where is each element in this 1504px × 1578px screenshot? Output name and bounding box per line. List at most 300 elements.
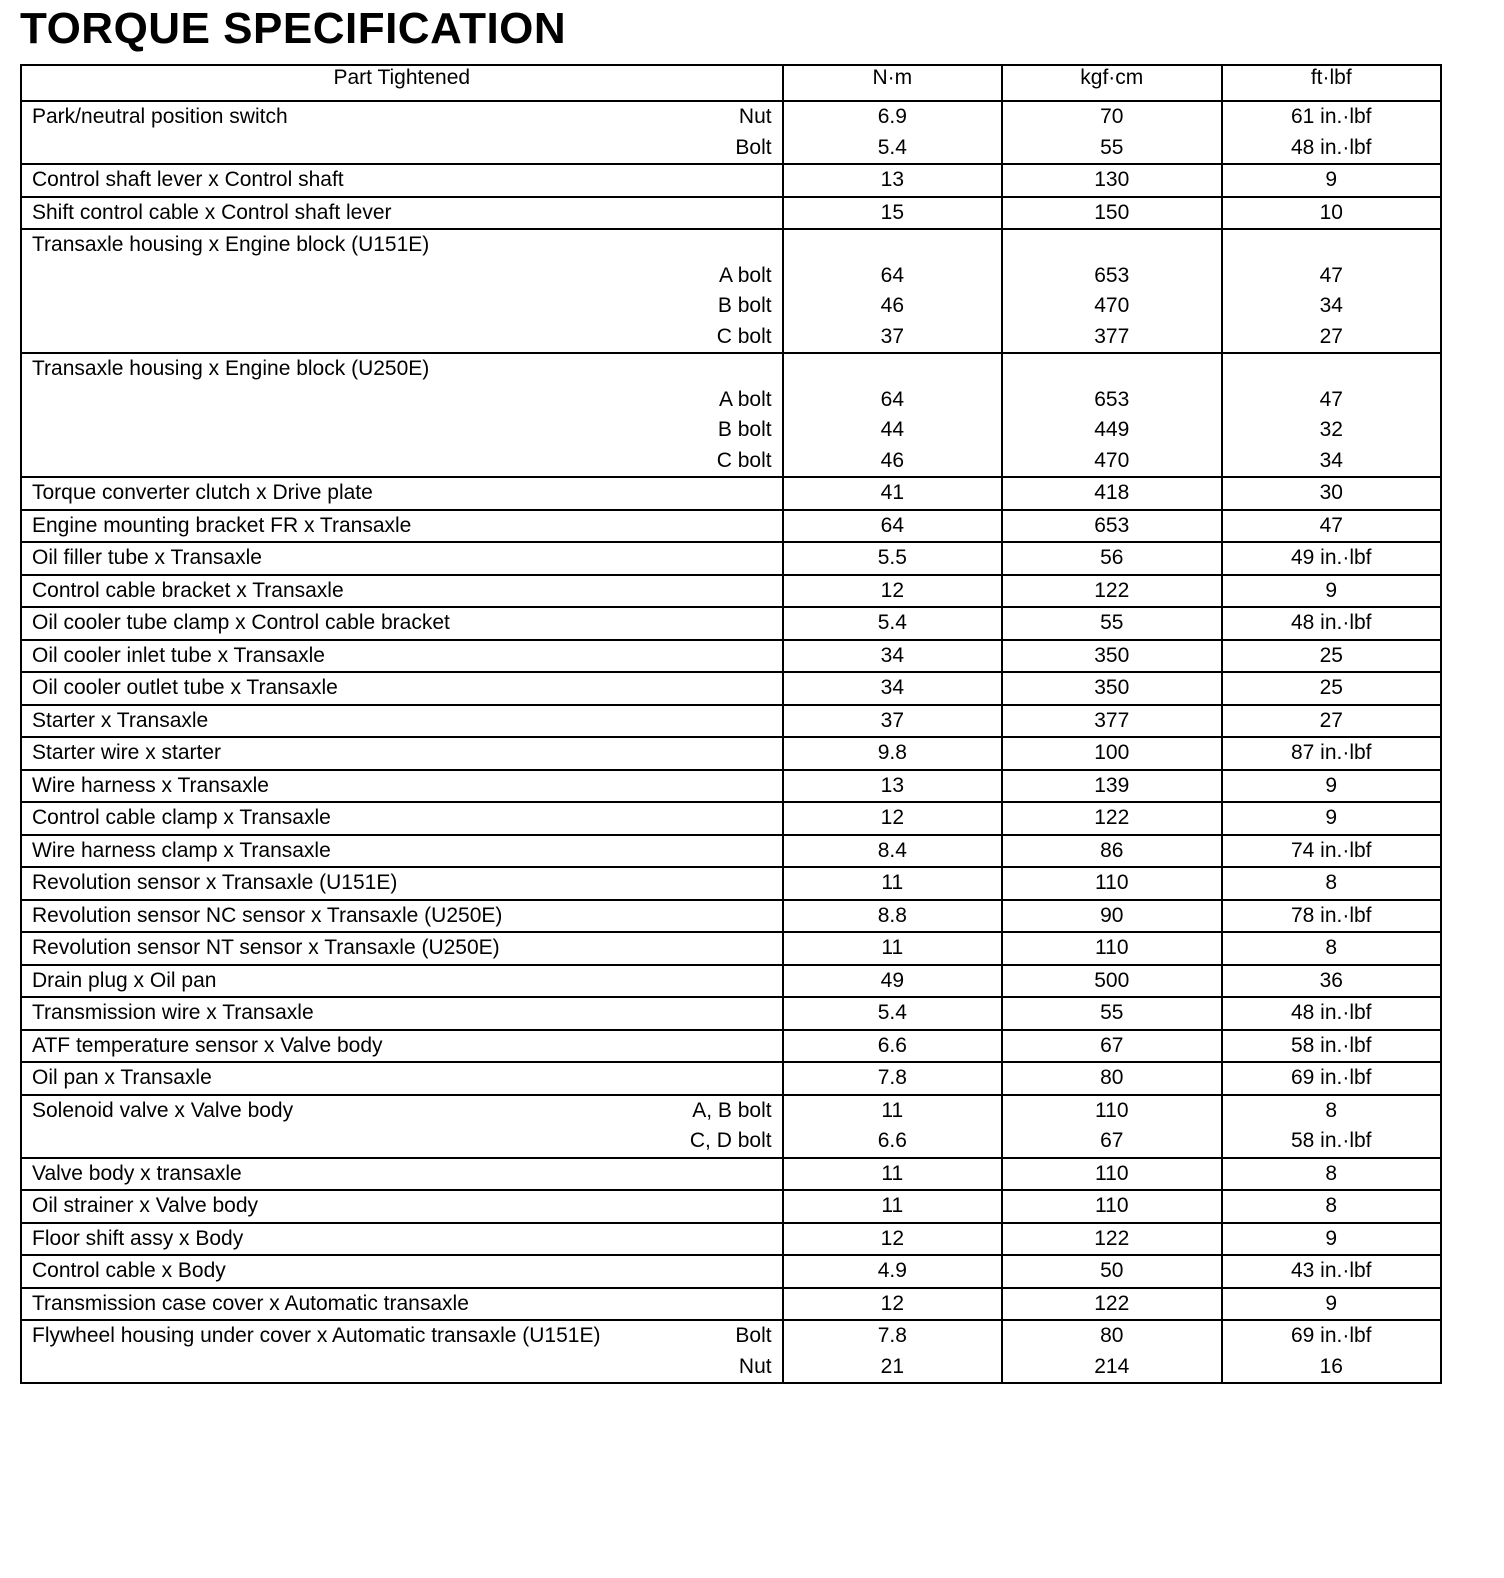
value-nm: 46	[880, 294, 904, 317]
value-cell-ftlbf	[1222, 542, 1442, 575]
part-name: Floor shift assy x Body	[32, 1226, 244, 1250]
value-nm: 11	[881, 1194, 904, 1217]
value-ftlbf: 48 in.·lbf	[1290, 135, 1372, 159]
blank-line	[784, 230, 1001, 261]
value-cell-ftlbf	[1222, 353, 1442, 477]
value-cell-kgf	[1002, 705, 1221, 738]
part-cell	[21, 932, 783, 965]
value-cell-kgf	[1002, 932, 1221, 965]
value-kgf: 55	[1100, 1001, 1124, 1024]
value-ftlbf: 8	[1325, 1194, 1338, 1217]
part-name: Control cable bracket x Transaxle	[32, 578, 344, 602]
part-cell	[21, 353, 783, 477]
value-cell-ftlbf	[1222, 101, 1442, 164]
value-ftlbf: 49 in.·lbf	[1290, 546, 1372, 569]
value-nm: 15	[880, 200, 904, 224]
value-cell-ftlbf	[1222, 607, 1442, 640]
part-cell	[21, 835, 783, 868]
part-name: Park/neutral position switch	[32, 105, 288, 128]
value-ftlbf: 10	[1319, 200, 1343, 224]
value-nm: 13	[880, 168, 904, 191]
table-row	[21, 1255, 1441, 1288]
value-kgf: 122	[1094, 578, 1130, 602]
table-row	[21, 1288, 1441, 1321]
part-name: Revolution sensor NT sensor x Transaxle (U250E)	[32, 936, 500, 959]
value-kgf: 350	[1094, 643, 1130, 667]
table-row	[21, 867, 1441, 900]
table-body	[21, 101, 1441, 1383]
table-row	[21, 965, 1441, 998]
value-ftlbf: 9	[1325, 168, 1338, 191]
value-cell-ftlbf	[1222, 705, 1442, 738]
value-ftlbf: 30	[1319, 481, 1343, 504]
value-ftlbf: 61 in.·lbf	[1290, 105, 1372, 128]
table-row	[21, 1158, 1441, 1191]
part-name: Transmission case cover x Automatic transaxle	[32, 1291, 469, 1315]
value-kgf: 100	[1094, 741, 1130, 764]
value-cell-nm	[783, 477, 1002, 510]
sub-label: B bolt	[717, 294, 772, 317]
value-cell-ftlbf	[1222, 867, 1442, 900]
value-nm: 11	[881, 936, 904, 959]
part-cell	[21, 965, 783, 998]
value-nm: 46	[880, 448, 904, 472]
value-kgf: 122	[1094, 806, 1130, 829]
value-nm: 5.4	[877, 1001, 907, 1024]
column-header-nm: N·m	[783, 65, 1002, 101]
part-cell	[21, 737, 783, 770]
value-ftlbf: 27	[1319, 324, 1343, 348]
value-kgf: 150	[1094, 200, 1130, 224]
value-cell-nm	[783, 164, 1002, 197]
value-cell-kgf	[1002, 197, 1221, 230]
part-name: Shift control cable x Control shaft lever	[32, 200, 392, 224]
value-cell-kgf	[1002, 965, 1221, 998]
value-cell-kgf	[1002, 1255, 1221, 1288]
sub-label: C bolt	[716, 324, 772, 348]
value-cell-kgf	[1002, 575, 1221, 608]
part-name: Drain plug x Oil pan	[32, 968, 217, 992]
table-row	[21, 607, 1441, 640]
value-ftlbf: 9	[1325, 773, 1338, 797]
part-cell	[21, 672, 783, 705]
value-cell-ftlbf	[1222, 510, 1442, 543]
value-cell-ftlbf	[1222, 575, 1442, 608]
value-cell-kgf	[1002, 770, 1221, 803]
value-cell-kgf	[1002, 477, 1221, 510]
value-ftlbf: 8	[1325, 1161, 1338, 1185]
part-cell	[21, 1030, 783, 1063]
part-name: Oil cooler inlet tube x Transaxle	[32, 643, 325, 667]
value-cell-kgf	[1002, 1062, 1221, 1095]
table-row	[21, 477, 1441, 510]
table-row	[21, 542, 1441, 575]
part-cell	[21, 1223, 783, 1256]
value-cell-nm	[783, 1158, 1002, 1191]
value-cell-ftlbf	[1222, 477, 1442, 510]
value-ftlbf: 43 in.·lbf	[1290, 1259, 1372, 1282]
value-ftlbf: 8	[1325, 1098, 1338, 1122]
part-name: Transaxle housing x Engine block (U250E)	[32, 357, 430, 380]
value-cell-ftlbf	[1222, 932, 1442, 965]
part-name: Oil filler tube x Transaxle	[32, 546, 262, 569]
value-kgf: 500	[1094, 968, 1130, 992]
value-kgf: 653	[1094, 513, 1130, 537]
value-ftlbf: 78 in.·lbf	[1290, 903, 1372, 927]
value-cell-nm	[783, 672, 1002, 705]
part-name: Revolution sensor NC sensor x Transaxle (U250E)	[32, 903, 503, 927]
value-nm: 7.8	[877, 1066, 907, 1089]
table-row	[21, 835, 1441, 868]
value-cell-nm	[783, 835, 1002, 868]
value-cell-kgf	[1002, 802, 1221, 835]
value-cell-kgf	[1002, 1095, 1221, 1158]
value-kgf: 90	[1100, 903, 1124, 927]
part-cell	[21, 1190, 783, 1223]
value-nm: 64	[880, 513, 904, 537]
value-nm: 44	[880, 418, 904, 441]
value-nm: 37	[880, 324, 904, 348]
value-cell-ftlbf	[1222, 1030, 1442, 1063]
value-ftlbf: 47	[1319, 513, 1343, 537]
value-cell-kgf	[1002, 737, 1221, 770]
value-cell-kgf	[1002, 997, 1221, 1030]
part-name: Oil pan x Transaxle	[32, 1066, 212, 1089]
value-ftlbf: 9	[1325, 806, 1338, 829]
part-cell	[21, 640, 783, 673]
value-kgf: 86	[1100, 838, 1124, 862]
value-nm: 34	[880, 643, 904, 667]
table-row	[21, 640, 1441, 673]
value-cell-ftlbf	[1222, 770, 1442, 803]
value-cell-nm	[783, 1320, 1002, 1383]
value-cell-kgf	[1002, 101, 1221, 164]
part-cell	[21, 101, 783, 164]
value-kgf: 110	[1095, 1194, 1129, 1217]
value-kgf: 67	[1100, 1033, 1124, 1057]
table-row	[21, 997, 1441, 1030]
value-kgf: 55	[1100, 611, 1124, 634]
value-cell-nm	[783, 1030, 1002, 1063]
part-name: Transmission wire x Transaxle	[32, 1001, 314, 1024]
value-ftlbf: 74 in.·lbf	[1290, 838, 1372, 862]
value-cell-ftlbf	[1222, 1223, 1442, 1256]
part-name: Wire harness clamp x Transaxle	[32, 838, 331, 862]
value-cell-nm	[783, 997, 1002, 1030]
value-cell-nm	[783, 1062, 1002, 1095]
value-kgf: 55	[1100, 135, 1124, 159]
value-kgf: 653	[1094, 387, 1130, 411]
value-ftlbf: 48 in.·lbf	[1290, 611, 1372, 634]
value-kgf: 110	[1095, 936, 1129, 959]
value-kgf: 122	[1094, 1226, 1130, 1250]
value-kgf: 350	[1094, 676, 1130, 699]
page-title: TORQUE SPECIFICATION	[20, 4, 567, 53]
value-cell-nm	[783, 353, 1002, 477]
part-cell	[21, 1320, 783, 1383]
value-nm: 11	[881, 871, 904, 894]
part-cell	[21, 229, 783, 353]
value-ftlbf: 8	[1325, 936, 1338, 959]
part-name: Wire harness x Transaxle	[32, 773, 269, 797]
part-name: Oil cooler outlet tube x Transaxle	[32, 676, 338, 699]
value-nm: 6.6	[877, 1033, 907, 1057]
value-nm: 5.4	[877, 135, 907, 159]
value-nm: 21	[880, 1354, 904, 1378]
part-line	[22, 1096, 782, 1127]
part-name: Oil cooler tube clamp x Control cable bracket	[32, 611, 450, 634]
sub-label: Bolt	[735, 135, 772, 159]
part-name: Starter x Transaxle	[32, 708, 209, 732]
table-row	[21, 197, 1441, 230]
value-cell-nm	[783, 575, 1002, 608]
table-row	[21, 737, 1441, 770]
value-cell-kgf	[1002, 510, 1221, 543]
value-nm: 64	[880, 387, 904, 411]
value-kgf: 70	[1100, 105, 1124, 128]
value-cell-nm	[783, 705, 1002, 738]
value-cell-nm	[783, 965, 1002, 998]
value-kgf: 377	[1094, 324, 1130, 348]
value-ftlbf: 69 in.·lbf	[1290, 1324, 1372, 1347]
blank-line	[1223, 230, 1441, 261]
value-nm: 8.8	[877, 903, 907, 927]
value-cell-ftlbf	[1222, 997, 1442, 1030]
value-cell-kgf	[1002, 1223, 1221, 1256]
value-kgf: 377	[1094, 708, 1130, 732]
part-cell	[21, 867, 783, 900]
value-cell-kgf	[1002, 1030, 1221, 1063]
part-name: Control cable clamp x Transaxle	[32, 806, 331, 829]
sub-label: B bolt	[717, 418, 772, 441]
value-cell-kgf	[1002, 1190, 1221, 1223]
blank-line	[1003, 230, 1220, 261]
part-name: Starter wire x starter	[32, 741, 222, 764]
table-row	[21, 1190, 1441, 1223]
value-cell-kgf	[1002, 1320, 1221, 1383]
table-row	[21, 575, 1441, 608]
part-cell	[21, 164, 783, 197]
value-nm: 8.4	[877, 838, 907, 862]
table-row	[21, 510, 1441, 543]
value-cell-ftlbf	[1222, 737, 1442, 770]
value-kgf: 80	[1100, 1066, 1124, 1089]
value-ftlbf: 47	[1319, 387, 1343, 411]
value-nm: 11	[881, 1098, 904, 1122]
value-cell-nm	[783, 932, 1002, 965]
value-ftlbf: 32	[1319, 418, 1343, 441]
part-cell	[21, 1288, 783, 1321]
table-row	[21, 672, 1441, 705]
value-kgf: 139	[1094, 773, 1130, 797]
value-ftlbf: 69 in.·lbf	[1290, 1066, 1372, 1089]
value-nm: 12	[880, 578, 904, 602]
sub-label: Bolt	[735, 1324, 772, 1347]
value-ftlbf: 25	[1319, 676, 1343, 699]
value-nm: 37	[880, 708, 904, 732]
value-kgf: 470	[1094, 448, 1130, 472]
value-nm: 64	[880, 263, 904, 287]
value-cell-nm	[783, 1190, 1002, 1223]
table-row	[21, 705, 1441, 738]
part-cell	[21, 575, 783, 608]
value-cell-kgf	[1002, 164, 1221, 197]
value-cell-nm	[783, 1255, 1002, 1288]
value-nm: 6.6	[877, 1129, 907, 1152]
sub-label: Nut	[738, 1354, 772, 1378]
value-nm: 12	[880, 806, 904, 829]
value-nm: 12	[880, 1291, 904, 1315]
value-nm: 6.9	[877, 105, 907, 128]
value-cell-ftlbf	[1222, 1190, 1442, 1223]
blank-line	[1223, 354, 1441, 385]
part-cell	[21, 802, 783, 835]
part-cell	[21, 770, 783, 803]
value-ftlbf: 34	[1319, 448, 1343, 472]
value-nm: 34	[880, 676, 904, 699]
table-row	[21, 770, 1441, 803]
value-ftlbf: 47	[1319, 263, 1343, 287]
value-cell-nm	[783, 542, 1002, 575]
sub-label: A bolt	[719, 387, 772, 411]
value-cell-nm	[783, 607, 1002, 640]
value-nm: 41	[880, 481, 904, 504]
table-row	[21, 1223, 1441, 1256]
value-cell-kgf	[1002, 1288, 1221, 1321]
table-row	[21, 353, 1441, 477]
value-kgf: 653	[1094, 263, 1130, 287]
value-cell-kgf	[1002, 672, 1221, 705]
column-header-part: Part Tightened	[21, 65, 783, 101]
value-cell-ftlbf	[1222, 802, 1442, 835]
value-nm: 5.4	[877, 611, 907, 634]
part-name: Solenoid valve x Valve body	[32, 1098, 294, 1122]
value-ftlbf: 58 in.·lbf	[1290, 1129, 1372, 1152]
value-cell-kgf	[1002, 640, 1221, 673]
value-cell-ftlbf	[1222, 229, 1442, 353]
value-cell-kgf	[1002, 900, 1221, 933]
part-cell	[21, 1062, 783, 1095]
value-cell-kgf	[1002, 542, 1221, 575]
part-cell	[21, 705, 783, 738]
part-cell	[21, 607, 783, 640]
value-ftlbf: 34	[1319, 294, 1343, 317]
table-row	[21, 229, 1441, 353]
value-kgf: 214	[1094, 1354, 1130, 1378]
value-nm: 49	[880, 968, 904, 992]
value-cell-ftlbf	[1222, 900, 1442, 933]
value-cell-nm	[783, 197, 1002, 230]
part-name: Torque converter clutch x Drive plate	[32, 481, 373, 504]
part-cell	[21, 510, 783, 543]
value-cell-kgf	[1002, 867, 1221, 900]
value-cell-nm	[783, 229, 1002, 353]
column-header-kgf: kgf·cm	[1002, 65, 1221, 101]
sub-label: C bolt	[716, 448, 772, 472]
value-cell-ftlbf	[1222, 835, 1442, 868]
table-row	[21, 802, 1441, 835]
table-row	[21, 1320, 1441, 1383]
value-ftlbf: 87 in.·lbf	[1290, 741, 1372, 764]
part-line	[22, 102, 782, 133]
value-cell-nm	[783, 867, 1002, 900]
table-row	[21, 101, 1441, 164]
value-cell-nm	[783, 900, 1002, 933]
value-cell-kgf	[1002, 353, 1221, 477]
value-nm: 7.8	[877, 1324, 907, 1347]
value-cell-kgf	[1002, 229, 1221, 353]
sub-label: Nut	[738, 105, 772, 128]
value-ftlbf: 27	[1319, 708, 1343, 732]
part-name: ATF temperature sensor x Valve body	[32, 1033, 383, 1057]
part-name: Control shaft lever x Control shaft	[32, 168, 344, 191]
column-header-ftlbf: ft·lbf	[1222, 65, 1442, 101]
value-cell-nm	[783, 101, 1002, 164]
value-kgf: 449	[1094, 418, 1130, 441]
value-cell-kgf	[1002, 835, 1221, 868]
value-nm: 11	[881, 1161, 904, 1185]
value-ftlbf: 9	[1325, 578, 1338, 602]
value-ftlbf: 48 in.·lbf	[1290, 1001, 1372, 1024]
part-cell	[21, 1095, 783, 1158]
part-cell	[21, 1158, 783, 1191]
part-name: Valve body x transaxle	[32, 1161, 242, 1185]
table-row	[21, 1095, 1441, 1158]
table-row	[21, 1030, 1441, 1063]
torque-spec-table	[20, 64, 1442, 1384]
value-ftlbf: 25	[1319, 643, 1343, 667]
value-ftlbf: 8	[1325, 871, 1338, 894]
value-cell-ftlbf	[1222, 672, 1442, 705]
value-cell-kgf	[1002, 607, 1221, 640]
value-kgf: 67	[1100, 1129, 1124, 1152]
value-nm: 12	[880, 1226, 904, 1250]
value-cell-ftlbf	[1222, 197, 1442, 230]
part-name: Oil strainer x Valve body	[32, 1194, 259, 1217]
table-row	[21, 932, 1441, 965]
value-kgf: 56	[1100, 546, 1124, 569]
value-kgf: 110	[1095, 1098, 1129, 1122]
value-cell-nm	[783, 737, 1002, 770]
value-kgf: 80	[1100, 1324, 1124, 1347]
part-name: Control cable x Body	[32, 1259, 226, 1282]
value-cell-nm	[783, 802, 1002, 835]
part-cell	[21, 1255, 783, 1288]
value-cell-ftlbf	[1222, 1255, 1442, 1288]
table-row	[21, 1062, 1441, 1095]
value-ftlbf: 16	[1319, 1354, 1343, 1378]
value-cell-ftlbf	[1222, 164, 1442, 197]
value-cell-nm	[783, 1095, 1002, 1158]
value-nm: 5.5	[877, 546, 907, 569]
value-kgf: 418	[1094, 481, 1130, 504]
table-row	[21, 900, 1441, 933]
part-name: Transaxle housing x Engine block (U151E)	[32, 233, 430, 256]
value-cell-ftlbf	[1222, 965, 1442, 998]
value-kgf: 110	[1095, 1161, 1129, 1185]
value-nm: 4.9	[877, 1259, 907, 1282]
sub-label: A bolt	[719, 263, 772, 287]
value-cell-nm	[783, 770, 1002, 803]
value-cell-kgf	[1002, 1158, 1221, 1191]
part-cell	[21, 997, 783, 1030]
part-cell	[21, 477, 783, 510]
value-kgf: 470	[1094, 294, 1130, 317]
value-cell-nm	[783, 640, 1002, 673]
part-cell	[21, 900, 783, 933]
value-kgf: 110	[1095, 871, 1129, 894]
value-ftlbf: 36	[1319, 968, 1343, 992]
